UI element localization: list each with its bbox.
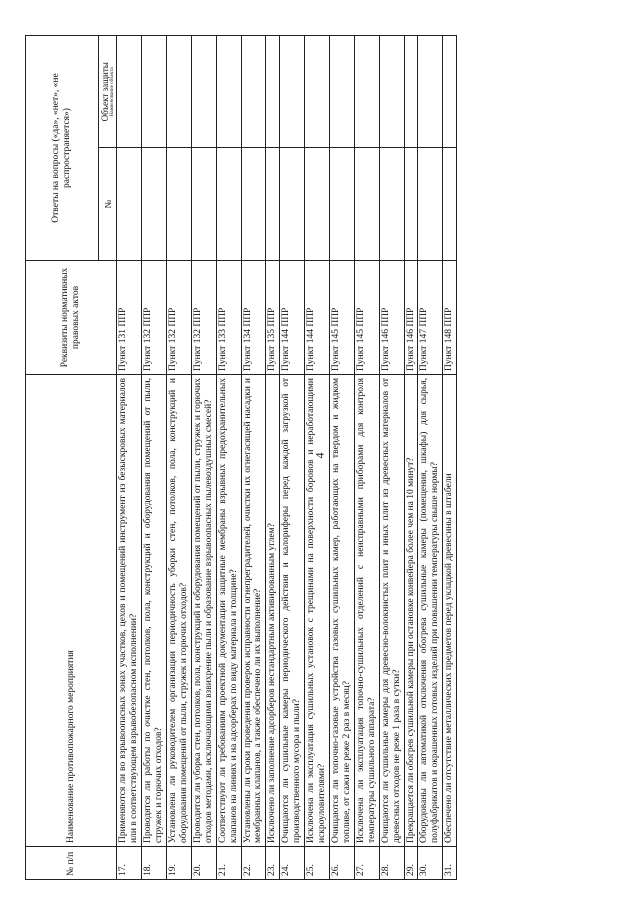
row-object-cell	[191, 36, 216, 149]
row-number: 30.	[418, 847, 443, 880]
row-answer-cell	[404, 148, 418, 261]
row-number: 27.	[354, 847, 379, 880]
row-object-cell	[117, 36, 142, 149]
row-requisite: Пункт 146 ППР	[404, 261, 418, 375]
row-answer-cell	[280, 148, 305, 261]
row-answer-cell	[167, 148, 192, 261]
table-row	[117, 36, 142, 880]
row-number: 17.	[117, 847, 142, 880]
table-row	[418, 36, 443, 880]
row-object-cell	[305, 36, 330, 149]
row-number: 26.	[330, 847, 355, 880]
row-number: 22.	[241, 847, 266, 880]
row-number: 31.	[443, 847, 457, 880]
row-object-cell	[354, 36, 379, 149]
header-answers-no: №	[99, 148, 117, 261]
page-number: 4	[312, 452, 327, 459]
row-requisite: Пункт 134 ППР	[241, 261, 266, 375]
row-object-cell	[167, 36, 192, 149]
row-answer-cell	[354, 148, 379, 261]
row-requisite: Пункт 135 ППР	[266, 261, 280, 375]
row-requisite: Пункт 147 ППР	[418, 261, 443, 375]
row-number: 21.	[216, 847, 241, 880]
table-row	[142, 36, 167, 880]
table-row	[404, 36, 418, 880]
row-measure-text: Оборудованы ли автоматикой отключения обогрева сушильные камеры (помещения, шкафы) для сырья, полуфабрикатов и окрашенных готовых изделий при повышении температуры свыше нормы?	[418, 375, 443, 847]
rotated-table-container	[25, 35, 605, 880]
row-requisite: Пункт 145 ППР	[354, 261, 379, 375]
table-row	[379, 36, 404, 880]
row-answer-cell	[191, 148, 216, 261]
row-answer-cell	[443, 148, 457, 261]
row-requisite: Пункт 146 ППР	[379, 261, 404, 375]
table-row	[191, 36, 216, 880]
row-measure-text: Очищаются ли сушильные камеры периодического действия и калориферы перед каждой загрузкой от производственного мусора и пыли?	[280, 375, 305, 847]
row-object-cell	[418, 36, 443, 149]
row-requisite: Пункт 132 ППР	[191, 261, 216, 375]
header-answers: Ответы на вопросы («да», «нет», «не распространяется»)	[26, 36, 99, 261]
header-object-sub: Наименование объекта	[110, 67, 116, 117]
table-body	[117, 36, 457, 880]
row-answer-cell	[330, 148, 355, 261]
table-row	[241, 36, 266, 880]
row-requisite: Пункт 144 ППР	[280, 261, 305, 375]
row-number: 20.	[191, 847, 216, 880]
row-answer-cell	[379, 148, 404, 261]
fire-safety-checklist-table	[25, 35, 457, 880]
row-measure-text: Проводится ли уборка стен, потолков, пола, конструкций и оборудования помещений от пыли, стружек и горючих отходов методами, исключающими взвихрение пыли и образование взрывоопасных пылевоздушных смесей?	[191, 375, 216, 847]
row-measure-text: Очищаются ли сушильные камеры для древесно-волокнистых плит и иных плит из древесных материалов от древесных отходов не реже 1 раза в сутки?	[379, 375, 404, 847]
row-requisite: Пункт 131 ППР	[117, 261, 142, 375]
row-requisite: Пункт 144 ППР	[305, 261, 330, 375]
row-number: 19.	[167, 847, 192, 880]
row-requisite: Пункт 133 ППР	[216, 261, 241, 375]
row-answer-cell	[418, 148, 443, 261]
row-object-cell	[330, 36, 355, 149]
header-num: № п/п	[26, 847, 117, 880]
row-number: 18.	[142, 847, 167, 880]
row-object-cell	[142, 36, 167, 149]
table-row	[354, 36, 379, 880]
row-number: 24.	[280, 847, 305, 880]
row-measure-text: Исключена ли эксплуатация топочно-сушильных отделений с неисправными приборами для контроля температуры сушильного аппарата?	[354, 375, 379, 847]
row-measure-text: Очищаются ли топочно-газовые устройства газовых сушильных камер, работающих на твердом и жидком топливе, от сажи не реже 2 раз в месяц?	[330, 375, 355, 847]
row-number: 28.	[379, 847, 404, 880]
row-measure-text: Исключено ли заполнение адсорберов нестандартным активированным углем?	[266, 375, 280, 847]
row-object-cell	[266, 36, 280, 149]
table-row	[443, 36, 457, 880]
table-row	[167, 36, 192, 880]
row-answer-cell	[305, 148, 330, 261]
header-object-label: Объект защиты	[100, 62, 110, 122]
row-requisite: Пункт 148 ППР	[443, 261, 457, 375]
row-number: 25.	[305, 847, 330, 880]
row-requisite: Пункт 132 ППР	[142, 261, 167, 375]
row-answer-cell	[117, 148, 142, 261]
header-requisites: Реквизиты нормативных правовых актов	[26, 261, 117, 375]
row-requisite: Пункт 132 ППР	[167, 261, 192, 375]
row-measure-text: Прекращается ли обогрев сушильной камеры при остановке конвейера более чем на 10 минут?	[404, 375, 418, 847]
row-object-cell	[280, 36, 305, 149]
table-row	[330, 36, 355, 880]
table-row	[280, 36, 305, 880]
row-answer-cell	[266, 148, 280, 261]
header-object	[99, 36, 117, 149]
row-measure-text: Установлена ли руководителем организации периодичность уборки стен, потолков, пола, конструкций и оборудования помещений от пыли, стружек и горючих отходов?	[167, 375, 192, 847]
row-object-cell	[379, 36, 404, 149]
row-answer-cell	[142, 148, 167, 261]
row-measure-text: Исключена ли эксплуатация сушильных установок с трещинами на поверхности боровов и неработающими искроуловителями?	[305, 375, 330, 847]
row-measure-text: Проводятся ли работы по очистке стен, потолков, пола, конструкций и оборудования помещений от пыли, стружек и горючих отходов?	[142, 375, 167, 847]
row-object-cell	[404, 36, 418, 149]
row-measure-text: Применяются ли во взрывоопасных зонах участков, цехов и помещений инструмент из безыскровых материалов или в соответствующем взрывобезопасном исполнении?	[117, 375, 142, 847]
row-object-cell	[241, 36, 266, 149]
table-row	[305, 36, 330, 880]
row-object-cell	[443, 36, 457, 149]
row-object-cell	[216, 36, 241, 149]
header-name: Наименование противопожарного мероприятия	[26, 375, 117, 847]
table-row	[266, 36, 280, 880]
row-number: 23.	[266, 847, 280, 880]
row-answer-cell	[216, 148, 241, 261]
table-row	[216, 36, 241, 880]
row-measure-text: Обеспечено ли отсутствие металлических предметов перед укладкой древесины в штабели	[443, 375, 457, 847]
row-answer-cell	[241, 148, 266, 261]
row-measure-text: Соответствуют ли требованиям проектной документации защитные мембраны взрывных предохранительных клапанов на линиях и на адсорберах по виду материала и толщине?	[216, 375, 241, 847]
row-number: 29.	[404, 847, 418, 880]
row-measure-text: Установлены ли сроки проведения проверок исправности огнепреградителей, очистки их огнегасящей насадки и мембранных клапанов, а также обеспечено ли их выполнение?	[241, 375, 266, 847]
row-requisite: Пункт 145 ППР	[330, 261, 355, 375]
